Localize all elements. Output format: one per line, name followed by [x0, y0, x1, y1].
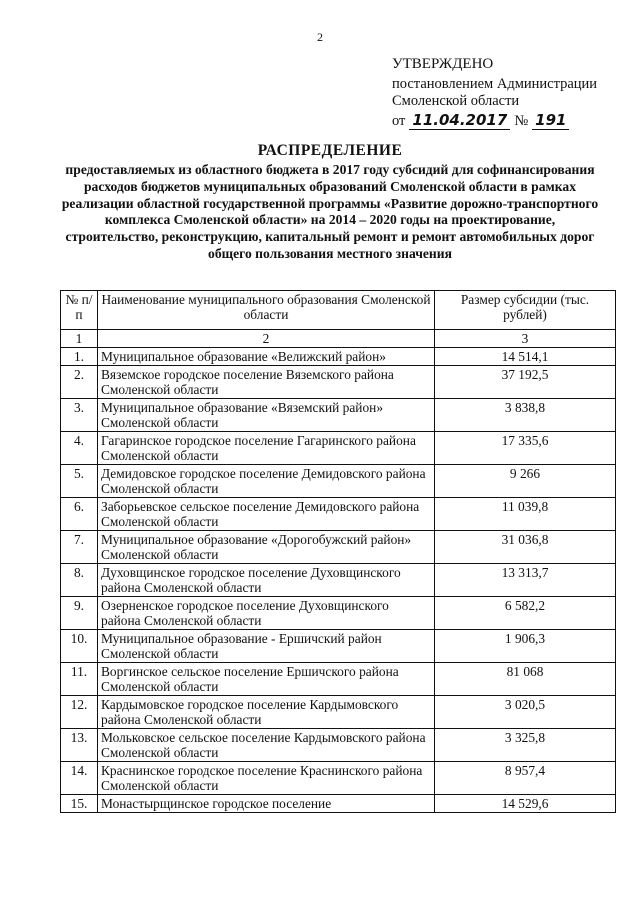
header-name: Наименование муниципального образования Смоленской области — [98, 291, 435, 330]
table-row — [61, 729, 616, 762]
header-number: № п/п — [61, 291, 98, 330]
table-header-row — [61, 291, 616, 330]
table-row — [61, 696, 616, 729]
table-row — [61, 630, 616, 663]
table-row — [61, 531, 616, 564]
table-row — [61, 348, 616, 366]
row-sum: 3 838,8 — [435, 399, 616, 432]
row-number: 11. — [61, 663, 98, 696]
page-number: 2 — [317, 30, 323, 44]
row-sum: 31 036,8 — [435, 531, 616, 564]
row-name: Муниципальное образование «Велижский район» — [98, 348, 435, 366]
row-number: 8. — [61, 564, 98, 597]
row-sum: 8 957,4 — [435, 762, 616, 795]
row-number: 6. — [61, 498, 98, 531]
subsidy-table — [60, 290, 616, 813]
number-prefix: № — [514, 113, 529, 129]
row-number: 9. — [61, 597, 98, 630]
row-number: 12. — [61, 696, 98, 729]
row-sum: 11 039,8 — [435, 498, 616, 531]
table-row — [61, 663, 616, 696]
table-row — [61, 762, 616, 795]
row-number: 3. — [61, 399, 98, 432]
row-name: Муниципальное образование - Ершичский район Смоленской области — [98, 630, 435, 663]
row-name: Муниципальное образование «Вяземский район» Смоленской области — [98, 399, 435, 432]
row-sum: 81 068 — [435, 663, 616, 696]
approval-line-1: постановлением Администрации — [392, 76, 598, 92]
approval-date-line — [392, 112, 597, 130]
row-number: 2. — [61, 366, 98, 399]
row-sum: 9 266 — [435, 465, 616, 498]
row-name: Монастырщинское городское поселение — [98, 795, 435, 813]
row-sum: 1 906,3 — [435, 630, 616, 663]
row-sum: 14 529,6 — [435, 795, 616, 813]
row-sum: 13 313,7 — [435, 564, 616, 597]
table-row — [61, 498, 616, 531]
row-name: Вяземское городское поселение Вяземского района Смоленской области — [98, 366, 435, 399]
row-number: 5. — [61, 465, 98, 498]
row-sum: 37 192,5 — [435, 366, 616, 399]
approval-line-2: Смоленской области — [392, 93, 520, 109]
document-heading — [60, 142, 600, 263]
col-number-1: 1 — [61, 330, 98, 348]
row-sum: 3 020,5 — [435, 696, 616, 729]
row-number: 4. — [61, 432, 98, 465]
approval-heading: УТВЕРЖДЕНО — [392, 56, 494, 72]
table-row — [61, 597, 616, 630]
row-number: 14. — [61, 762, 98, 795]
row-name: Демидовское городское поселение Демидовского района Смоленской области — [98, 465, 435, 498]
row-name: Кардымовское городское поселение Кардымовского района Смоленской области — [98, 696, 435, 729]
row-name: Муниципальное образование «Дорогобужский район» Смоленской области — [98, 531, 435, 564]
table-row — [61, 432, 616, 465]
row-sum: 6 582,2 — [435, 597, 616, 630]
approval-block — [392, 56, 597, 130]
row-name: Мольковское сельское поселение Кардымовского района Смоленской области — [98, 729, 435, 762]
row-name: Краснинское городское поселение Краснинского района Смоленской области — [98, 762, 435, 795]
table-row — [61, 795, 616, 813]
row-number: 15. — [61, 795, 98, 813]
row-sum: 14 514,1 — [435, 348, 616, 366]
date-prefix: от — [392, 113, 406, 129]
row-name: Духовщинское городское поселение Духовщинского района Смоленской области — [98, 564, 435, 597]
table-row — [61, 366, 616, 399]
row-name: Гагаринское городское поселение Гагаринского района Смоленской области — [98, 432, 435, 465]
row-number: 1. — [61, 348, 98, 366]
table-row — [61, 399, 616, 432]
header-sum: Размер субсидии (тыс. рублей) — [435, 291, 616, 330]
handwritten-number: 191 — [532, 112, 569, 130]
document-title: РАСПРЕДЕЛЕНИЕ — [257, 142, 403, 159]
table-row — [61, 465, 616, 498]
row-number: 10. — [61, 630, 98, 663]
row-sum: 17 335,6 — [435, 432, 616, 465]
row-name: Воргинское сельское поселение Ершичского района Смоленской области — [98, 663, 435, 696]
row-name: Заборьевское сельское поселение Демидовского района Смоленской области — [98, 498, 435, 531]
column-number-row — [61, 330, 616, 348]
row-name: Озерненское городское поселение Духовщинского района Смоленской области — [98, 597, 435, 630]
row-sum: 3 325,8 — [435, 729, 616, 762]
row-number: 7. — [61, 531, 98, 564]
col-number-2: 2 — [98, 330, 435, 348]
row-number: 13. — [61, 729, 98, 762]
document-subtitle: предоставляемых из областного бюджета в 2017 году субсидий для софинансирования расходов бюджетов муниципальных образований Смоленской области в рамках реализации областной государственной программы «Развитие дорожно-транспортного комплекса Смоленской области» на 2014 – 2020 годы на проектирование, строительство, реконструкцию, капитальный ремонт и ремонт автомобильных дорог общего пользования местного значения — [61, 162, 599, 261]
table-row — [61, 564, 616, 597]
col-number-3: 3 — [435, 330, 616, 348]
handwritten-date: 11.04.2017 — [409, 112, 510, 130]
